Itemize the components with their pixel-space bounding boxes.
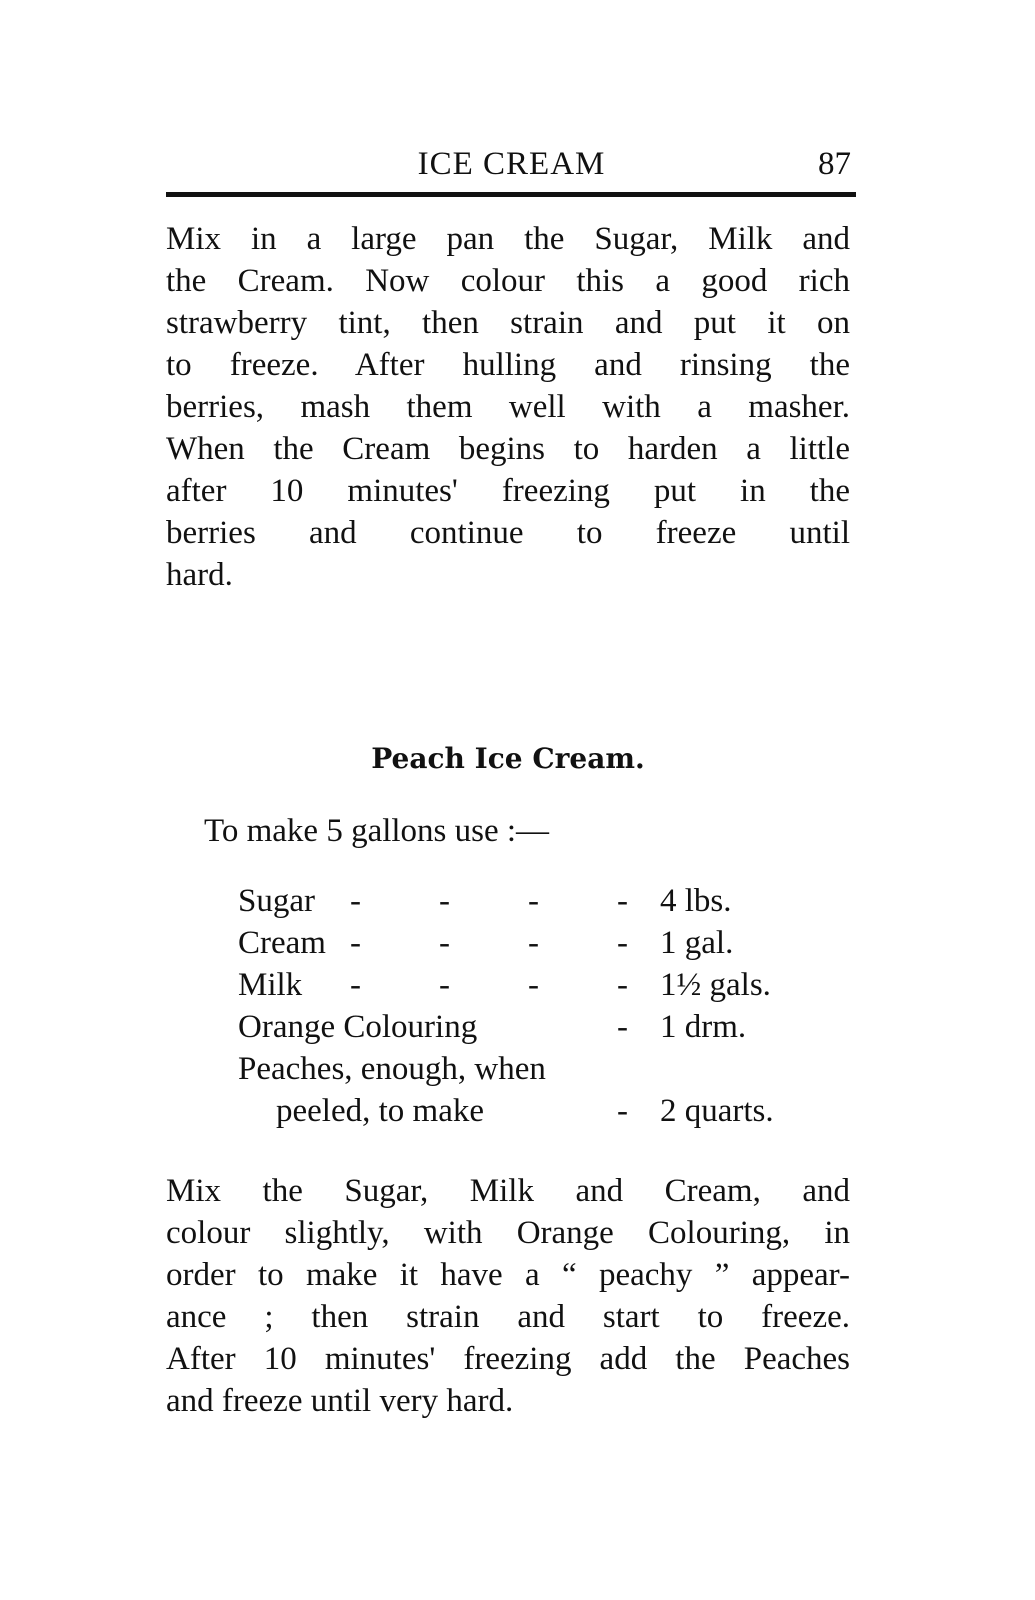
ingredient-quantity: 1 gal.: [660, 925, 734, 961]
ingredient-name: peeled, to make: [276, 1093, 484, 1129]
paragraph-line: ance ; then strain and start to freeze.: [166, 1299, 850, 1335]
ingredient-name: Milk: [238, 967, 303, 1003]
ingredient-name: Sugar: [238, 883, 315, 919]
recipe-title: Peach Ice Cream.: [371, 742, 645, 775]
ingredient-quantity: 2 quarts.: [660, 1093, 774, 1129]
paragraph-line: After 10 minutes' freezing add the Peaches: [166, 1341, 850, 1377]
ingredient-quantity: 1 drm.: [660, 1009, 747, 1045]
running-title: ICE CREAM: [417, 146, 606, 182]
paragraph-line: When the Cream begins to harden a little: [166, 431, 850, 467]
ingredient-name: Orange Colouring: [238, 1009, 478, 1045]
ingredient-quantity: 1½ gals.: [660, 967, 771, 1003]
ingredient-quantity: 4 lbs.: [660, 883, 732, 919]
paragraph-line: order to make it have a “ peachy ” appear-: [166, 1257, 850, 1293]
paragraph-line: after 10 minutes' freezing put in the: [166, 473, 850, 509]
ingredient-name: Cream: [238, 925, 326, 961]
ingredient-name: Peaches, enough, when: [238, 1051, 546, 1087]
paragraph-line: Mix in a large pan the Sugar, Milk and: [166, 221, 850, 257]
ingredient-row: [238, 880, 838, 922]
paragraph-line: strawberry tint, then strain and put it on: [166, 305, 850, 341]
recipe-yield-instruction: To make 5 gallons use :—: [204, 813, 550, 849]
paragraph-line: the Cream. Now colour this a good rich: [166, 263, 850, 299]
ingredient-row: [238, 964, 838, 1006]
leader-dashes: - - - -: [350, 883, 628, 919]
header-rule: [166, 192, 856, 197]
ingredient-row: [238, 1006, 838, 1048]
paragraph-line: Mix the Sugar, Milk and Cream, and: [166, 1173, 850, 1209]
leader-dashes: -: [617, 1093, 628, 1129]
ingredient-list: [238, 880, 838, 1132]
leader-dashes: -: [617, 1009, 628, 1045]
paragraph-line: and freeze until very hard.: [166, 1383, 514, 1419]
paragraph-line: berries, mash them well with a masher.: [166, 389, 850, 425]
strawberry-method-paragraph: [166, 218, 850, 596]
peach-method-paragraph: [166, 1170, 850, 1422]
ingredient-row: [238, 922, 838, 964]
leader-dashes: - - - -: [350, 925, 628, 961]
paragraph-line: berries and continue to freeze until: [166, 515, 850, 551]
ingredient-row: [238, 1048, 838, 1090]
page-number: 87: [818, 146, 851, 182]
running-head: [168, 140, 855, 190]
paragraph-line: hard.: [166, 557, 233, 593]
paragraph-line: colour slightly, with Orange Colouring, in: [166, 1215, 850, 1251]
ingredient-row: [238, 1090, 838, 1132]
leader-dashes: - - - -: [350, 967, 628, 1003]
paragraph-line: to freeze. After hulling and rinsing the: [166, 347, 850, 383]
